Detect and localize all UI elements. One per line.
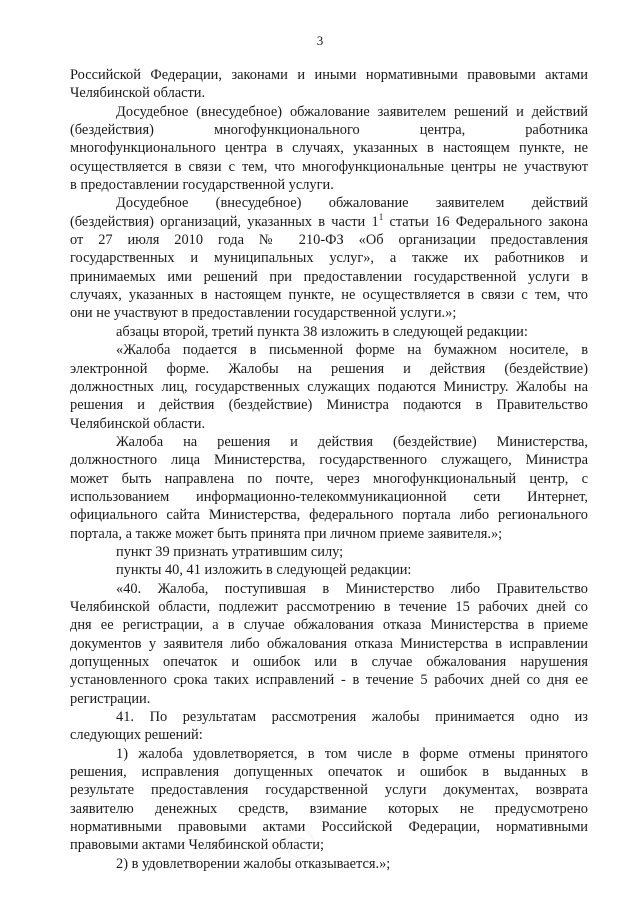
text-line: Российской Федерации, законами и иными нормативными правовыми актами <box>70 67 588 83</box>
text-line: регистрации. <box>70 690 151 707</box>
text-line: 41. По результатам рассмотрения жалобы принимается одно из <box>116 709 588 726</box>
paragraph <box>70 580 588 708</box>
text-line: электронной форме. Жалобы на решения и действия (бездействие) <box>70 360 588 377</box>
text-line: правовыми актами Челябинской области; <box>70 837 324 854</box>
text-line: Челябинской области. <box>70 85 206 102</box>
text-line: государственных и муниципальных услуг», а также их работников и <box>70 250 588 267</box>
text-line: нормативными правовыми актами Российской Федерации, нормативными <box>70 819 588 836</box>
text-line: они не участвуют в предоставлении государственной услуги.»; <box>70 305 457 322</box>
faint-stamp-mark <box>270 826 330 866</box>
paragraph <box>70 66 588 103</box>
superscript: 1 <box>378 211 384 222</box>
text-line: абзацы второй, третий пункта 38 изложить в следующей редакции: <box>116 323 528 340</box>
text-line: Досудебное (внесудебное) обжалование заявителем решений и действий <box>116 103 588 120</box>
text-line: (бездействия) организаций, указанных в части $1^1$ статьи 16 Федерального закона <box>70 211 588 230</box>
text-line: должностных лиц, государственных служащих подаются Министру. Жалобы на <box>70 378 588 395</box>
text-line: случаях, указанных в настоящем пункте, не осуществляется в связи с тем, что <box>70 287 588 304</box>
text-line: пункт 39 признать утратившим силу; <box>116 543 344 560</box>
text-line: «40. Жалоба, поступившая в Министерство либо Правительство <box>116 580 588 597</box>
paragraph <box>70 543 588 561</box>
text-line: Челябинской области, подлежит рассмотрению в течение 15 рабочих дней со <box>70 598 588 615</box>
text-line: следующих решений: <box>70 727 203 744</box>
paragraph <box>70 433 588 543</box>
paragraph <box>70 561 588 579</box>
text-line: многофункционального центра в случаях, указанных в настоящем пункте, не <box>70 140 588 157</box>
text-line: принимаемых ими решений при предоставлении государственной услуги в <box>70 268 588 285</box>
text-line: решения и действия (бездействие) Министра подаются в Правительство <box>70 397 588 414</box>
text-line: результате предоставления государственной услуги документах, возврата <box>70 782 588 799</box>
text-line: Челябинской области. <box>70 415 206 432</box>
text-line: от 27 июля 2010 года № 210-ФЗ «Об организации предоставления <box>70 232 588 249</box>
document-body <box>70 66 588 873</box>
text-line: решения, исправления допущенных опечаток и ошибок в выданных в <box>70 764 588 781</box>
paragraph <box>70 194 588 322</box>
text-line: официального сайта Министерства, федерального портала либо регионального <box>70 507 588 524</box>
text-line: (бездействия) многофункционального центра, работника <box>70 122 588 139</box>
paragraph <box>70 103 588 195</box>
text-line: может быть направлена по почте, через многофункциональный центр, с <box>70 470 588 487</box>
paragraph <box>70 708 588 745</box>
text-line: документов у заявителя либо обжалования отказа Министерства в исправлении <box>70 635 588 652</box>
page-number: 3 <box>316 33 324 48</box>
text-line: 1) жалоба удовлетворяется, в том числе в форме отмены принятого <box>116 745 588 762</box>
text-line: дня ее регистрации, а в случае обжалования отказа Министерства в приеме <box>70 617 588 634</box>
text-line: должностного лица Министерства, государственного служащего, Министра <box>70 452 588 469</box>
text-line: в предоставлении государственной услуги. <box>70 177 334 194</box>
text-line: пункты 40, 41 изложить в следующей редакции: <box>116 562 412 579</box>
paragraph <box>70 323 588 341</box>
text-line: Досудебное (внесудебное) обжалование заявителем действий <box>116 195 588 212</box>
paragraph <box>70 341 588 433</box>
text-line: использованием информационно-телекоммуникационной сети Интернет, <box>70 488 588 505</box>
text-line: установленного срока таких исправлений - в течение 5 рабочих дней со дня ее <box>70 672 588 689</box>
text-line: допущенных опечаток и ошибок или в случае обжалования нарушения <box>70 654 588 670</box>
text-line: осуществляется в связи с тем, что многофункциональные центры не участвуют <box>70 158 588 175</box>
text-line: 2) в удовлетворении жалобы отказывается.»; <box>116 855 391 872</box>
text-line: портала, а также может быть принята при личном приеме заявителя.»; <box>70 525 503 542</box>
text-line: «Жалоба подается в письменной форме на бумажном носителе, в <box>116 342 588 359</box>
text-line: Жалоба на решения и действия (бездействие) Министерства, <box>116 433 588 450</box>
text-line: заявителю денежных средств, взимание которых не предусмотрено <box>70 800 588 817</box>
